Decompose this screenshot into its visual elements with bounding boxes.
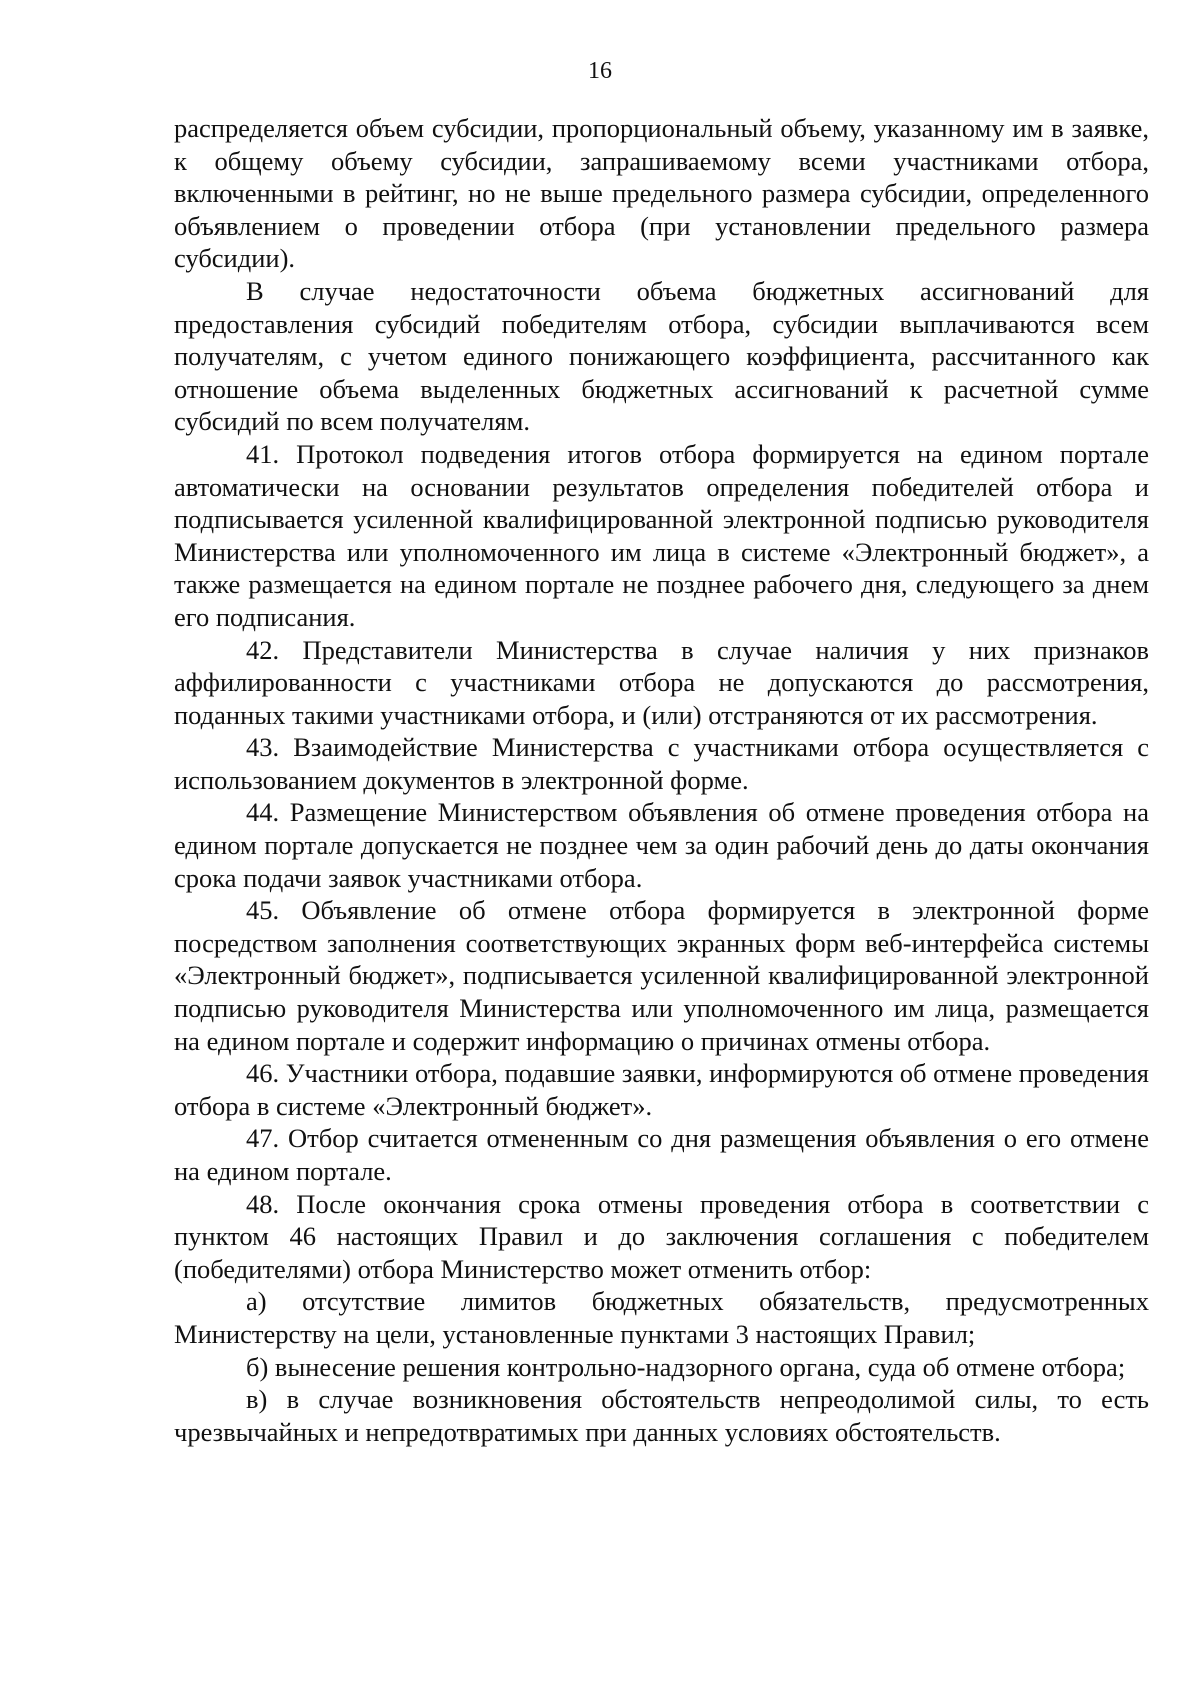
page-number: 16	[588, 58, 612, 84]
list-item-b: б) вынесение решения контрольно-надзорного органа, суда об отмене отбора;	[246, 1351, 1126, 1382]
paragraph-48: 48. После окончания срока отмены проведения отбора в соответствии с пунктом 46 настоящих Правил и до заключения соглашения с победителем (победителями) отбора Министерство может отменить отбор:	[174, 1188, 1149, 1284]
paragraph-46: 46. Участники отбора, подавшие заявки, информируются об отмене проведения отбора в системе «Электронный бюджет».	[174, 1058, 1149, 1121]
paragraph-45: 45. Объявление об отмене отбора формируется в электронной форме посредством заполнения соответствующих экранных форм веб-интерфейса системы «Электронный бюджет», подписывается усиленной квалифицированной электронной подписью руководителя Министерства или уполномоченного им лица, размещается на едином портале и содержит информацию о причинах отмены отбора.	[174, 895, 1149, 1056]
list-item-a: а) отсутствие лимитов бюджетных обязательств, предусмотренных Министерству на цели, установленные пунктами 3 настоящих Правил;	[174, 1286, 1149, 1349]
paragraph-43: 43. Взаимодействие Министерства с участниками отбора осуществляется с использованием документов в электронной форме.	[174, 732, 1149, 795]
paragraph-insufficient-funds: В случае недостаточности объема бюджетных ассигнований для предоставления субсидий победителям отбора, субсидии выплачиваются всем получателям, с учетом единого понижающего коэффициента, рассчитанного как отношение объема выделенных бюджетных ассигнований к расчетной сумме субсидий по всем получателям.	[174, 275, 1149, 437]
paragraph-42: 42. Представители Министерства в случае наличия у них признаков аффилированности с участниками отбора не допускаются до рассмотрения, поданных такими участниками отбора, и (или) отстраняются от их рассмотрения.	[174, 634, 1149, 730]
paragraph-41: 41. Протокол подведения итогов отбора формируется на едином портале автоматически на основании результатов определения победителей отбора и подписывается усиленной квалифицированной электронной подписью руководителя Министерства или уполномоченного им лица в системе «Электронный бюджет», а также размещается на едином портале не позднее рабочего дня, следующего за днем его подписания.	[174, 438, 1149, 632]
paragraph-44: 44. Размещение Министерством объявления об отмене проведения отбора на едином портале допускается не позднее чем за один рабочий день до даты окончания срока подачи заявок участниками отбора.	[174, 797, 1149, 893]
list-item-v: в) в случае возникновения обстоятельств непреодолимой силы, то есть чрезвычайных и непредотвратимых при данных условиях обстоятельств.	[174, 1384, 1149, 1447]
paragraph-47: 47. Отбор считается отмененным со дня размещения объявления о его отмене на едином портале.	[174, 1123, 1149, 1186]
document-body	[174, 112, 1149, 1448]
paragraph-continuation: распределяется объем субсидии, пропорциональный объему, указанному им в заявке, к общему объему субсидии, запрашиваемому всеми участниками отбора, включенными в рейтинг, но не выше предельного размера субсидии, определенного объявлением о проведении отбора (при установлении предельного размера субсидии).	[174, 113, 1149, 274]
